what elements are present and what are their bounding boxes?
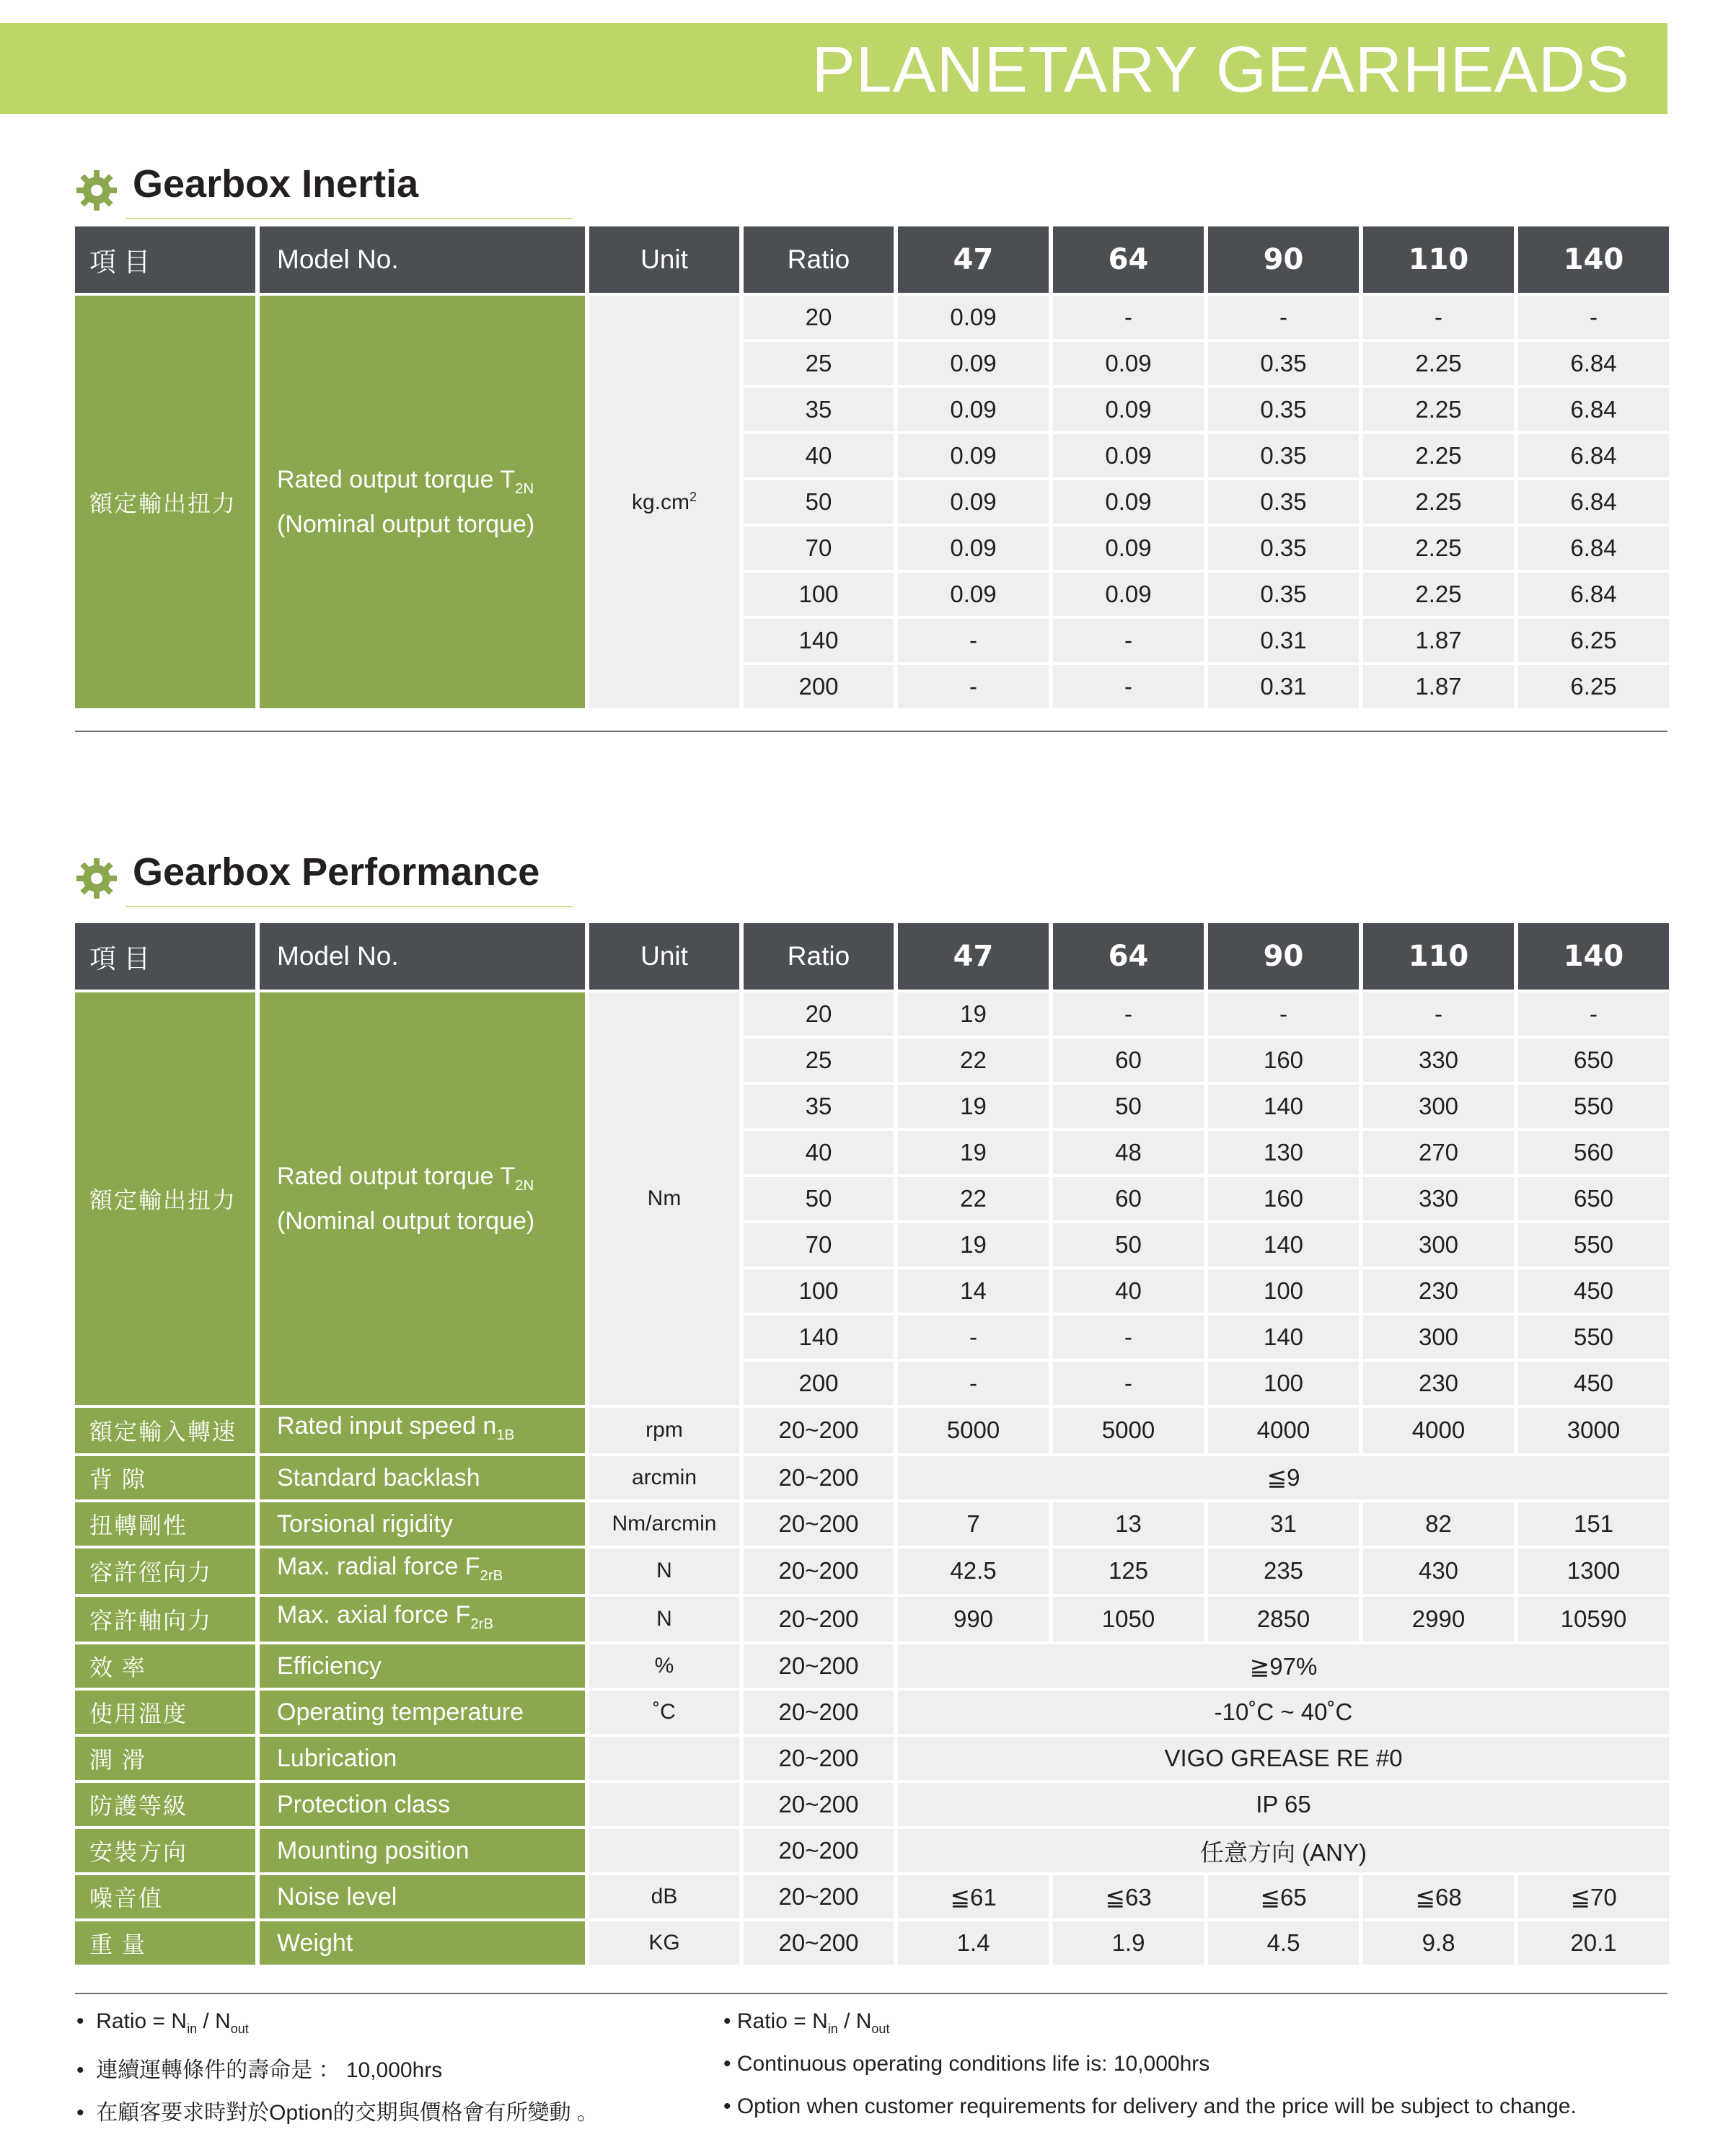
value-cell: - xyxy=(1518,992,1669,1036)
row-label-en-text: Rated input speed n xyxy=(277,1412,497,1440)
value-cell: 560 xyxy=(1518,1131,1669,1174)
table-row xyxy=(75,1408,1669,1453)
section-title: Gearbox Performance xyxy=(133,850,540,894)
value-cell-merged: ≧97% xyxy=(898,1644,1669,1688)
value-cell: 1050 xyxy=(1053,1597,1204,1642)
value-cell: 0.35 xyxy=(1208,480,1359,524)
note-text: / N xyxy=(837,2009,872,2033)
value-cell: 0.09 xyxy=(898,573,1049,616)
value-cell: 19 xyxy=(898,1131,1049,1174)
value-cell: 2.25 xyxy=(1363,526,1514,570)
value-cell: - xyxy=(898,1316,1049,1359)
value-cell: 0.09 xyxy=(898,526,1049,570)
value-cell: 140 xyxy=(1208,1316,1359,1359)
value-cell: 7 xyxy=(898,1502,1049,1546)
value-cell: 82 xyxy=(1363,1502,1514,1546)
value-cell: 5000 xyxy=(898,1408,1049,1453)
unit-cell xyxy=(589,1829,739,1872)
value-cell-merged: -10˚C ~ 40˚C xyxy=(898,1691,1669,1734)
header-unit: Unit xyxy=(589,923,739,990)
value-cell: - xyxy=(898,619,1049,662)
table-row xyxy=(75,1644,1669,1688)
value-cell: 650 xyxy=(1518,1039,1669,1082)
value-cell: ≦65 xyxy=(1208,1875,1359,1918)
ratio-cell: 100 xyxy=(744,1269,894,1313)
row-label-en xyxy=(260,1691,585,1734)
value-cell: - xyxy=(1053,992,1204,1036)
value-cell: - xyxy=(1208,296,1359,339)
row-label-subscript: 2rB xyxy=(470,1616,494,1632)
row-label-en xyxy=(260,1875,585,1918)
row-label-en xyxy=(260,1829,585,1872)
inertia-section-heading xyxy=(75,157,573,215)
value-cell: 0.35 xyxy=(1208,388,1359,431)
unit-cell: N xyxy=(589,1597,739,1642)
value-cell: 0.35 xyxy=(1208,526,1359,570)
note-item: • Continuous operating conditions life is: 10,000hrs xyxy=(723,2052,1210,2076)
ratio-cell: 35 xyxy=(744,388,894,431)
row-label-en xyxy=(260,296,585,708)
value-cell: - xyxy=(898,1362,1049,1405)
value-cell: 6.84 xyxy=(1518,573,1669,616)
value-cell: 19 xyxy=(898,1223,1049,1266)
row-label-cn: 容許軸向力 xyxy=(75,1597,255,1642)
note-text: 連續運轉條件的壽命是 ： 10,000hrs xyxy=(96,2058,443,2082)
ratio-cell: 20~200 xyxy=(744,1644,894,1688)
performance-bottom-rule xyxy=(75,1993,1667,1994)
inertia-table xyxy=(71,224,1673,711)
note-item: • 連續運轉條件的壽命是 ： 10,000hrs xyxy=(76,2058,443,2082)
value-cell: 160 xyxy=(1208,1039,1359,1082)
value-cell: 2850 xyxy=(1208,1597,1359,1642)
value-cell: ≦68 xyxy=(1363,1875,1514,1918)
notes-chinese xyxy=(76,2009,599,2137)
value-cell: - xyxy=(1208,992,1359,1036)
header-model-no: Model No. xyxy=(260,923,585,990)
value-cell: 48 xyxy=(1053,1131,1204,1174)
note-item: • Option when customer requirements for delivery and the price will be subject to change. xyxy=(723,2094,1577,2118)
ratio-cell: 25 xyxy=(744,342,894,385)
value-cell: - xyxy=(1518,296,1669,339)
value-cell: 1.87 xyxy=(1363,619,1514,662)
value-cell: 0.31 xyxy=(1208,619,1359,662)
header-model-64: 64 xyxy=(1053,923,1204,990)
value-cell: 550 xyxy=(1518,1223,1669,1266)
value-cell-merged: ≦9 xyxy=(898,1456,1669,1499)
row-label-en-text: Torsional rigidity xyxy=(277,1510,453,1538)
performance-section-heading xyxy=(75,845,573,903)
value-cell: 19 xyxy=(898,1085,1049,1128)
row-label-en-text: Operating temperature xyxy=(277,1698,524,1727)
value-cell: 22 xyxy=(898,1177,1049,1220)
value-cell: 6.84 xyxy=(1518,434,1669,477)
row-label-cn: 扭轉剛性 xyxy=(75,1502,255,1546)
ratio-cell: 20~200 xyxy=(744,1921,894,1965)
inertia-bottom-rule xyxy=(75,731,1667,732)
unit-cell: Nm/arcmin xyxy=(589,1502,739,1546)
ratio-cell: 200 xyxy=(744,1362,894,1405)
value-cell: 0.09 xyxy=(1053,480,1204,524)
row-label-en xyxy=(260,1783,585,1826)
row-label-cn: 容許徑向力 xyxy=(75,1548,255,1594)
table-row xyxy=(75,1829,1669,1872)
note-item: • Ratio = $N_{in} / N_{out}$ xyxy=(723,2009,890,2036)
value-cell: 2990 xyxy=(1363,1597,1514,1642)
value-cell: 22 xyxy=(898,1039,1049,1082)
value-cell: 1.87 xyxy=(1363,665,1514,708)
row-label-subscript: 2N xyxy=(515,1177,534,1194)
value-cell: 330 xyxy=(1363,1039,1514,1082)
note-item: • Ratio = $N_{in} / N_{out}$ xyxy=(76,2009,249,2036)
row-label-subscript: 2N xyxy=(515,480,534,497)
header-bar xyxy=(0,23,1667,114)
row-label-en-text: Lubrication xyxy=(277,1745,397,1773)
value-cell: 1.4 xyxy=(898,1921,1049,1965)
value-cell: 6.84 xyxy=(1518,342,1669,385)
value-cell: 140 xyxy=(1208,1223,1359,1266)
value-cell: 42.5 xyxy=(898,1548,1049,1594)
value-cell: 60 xyxy=(1053,1039,1204,1082)
value-cell: ≦63 xyxy=(1053,1875,1204,1918)
row-label-cn: 額定輸出扭力 xyxy=(75,296,255,708)
note-text: Ratio = N xyxy=(96,2009,188,2033)
row-label-en-text: Standard backlash xyxy=(277,1463,480,1492)
note-subscript: in xyxy=(827,2022,838,2036)
value-cell: 230 xyxy=(1363,1269,1514,1313)
row-label-en-text: Efficiency xyxy=(277,1652,382,1680)
value-cell: 1300 xyxy=(1518,1548,1669,1594)
value-cell: 10590 xyxy=(1518,1597,1669,1642)
row-label-cn: 額定輸出扭力 xyxy=(75,992,255,1405)
ratio-cell: 100 xyxy=(744,573,894,616)
ratio-cell: 20~200 xyxy=(744,1548,894,1594)
row-label-cn: 背 隙 xyxy=(75,1456,255,1499)
value-cell: 6.84 xyxy=(1518,480,1669,524)
unit-text: kg.cm xyxy=(631,490,689,514)
unit-cell: dB xyxy=(589,1875,739,1918)
value-cell: 4000 xyxy=(1208,1408,1359,1453)
performance-table xyxy=(71,920,1673,1968)
value-cell: 450 xyxy=(1518,1269,1669,1313)
header-model-64: 64 xyxy=(1053,226,1204,293)
value-cell: 0.09 xyxy=(898,342,1049,385)
header-item: 項 目 xyxy=(75,923,255,990)
value-cell: 0.09 xyxy=(898,388,1049,431)
row-label-en xyxy=(260,1644,585,1688)
value-cell: 160 xyxy=(1208,1177,1359,1220)
value-cell-merged: 任意方向 (ANY) xyxy=(898,1829,1669,1872)
header-model-47: 47 xyxy=(898,226,1049,293)
ratio-cell: 140 xyxy=(744,619,894,662)
note-subscript: in xyxy=(187,2022,198,2036)
header-model-90: 90 xyxy=(1208,923,1359,990)
value-cell: 230 xyxy=(1363,1362,1514,1405)
table-row xyxy=(75,1597,1669,1642)
value-cell: - xyxy=(898,665,1049,708)
value-cell: 235 xyxy=(1208,1548,1359,1594)
row-label-en-text: Max. axial force F xyxy=(277,1600,471,1629)
row-label-cn: 潤 滑 xyxy=(75,1737,255,1780)
row-label-en xyxy=(260,1737,585,1780)
ratio-cell: 20~200 xyxy=(744,1408,894,1453)
value-cell: 4.5 xyxy=(1208,1921,1359,1965)
table-row xyxy=(75,1502,1669,1546)
unit-cell: KG xyxy=(589,1921,739,1965)
table-row xyxy=(75,1875,1669,1918)
row-label-en-text: Weight xyxy=(277,1929,353,1957)
unit-cell xyxy=(589,1783,739,1826)
ratio-cell: 70 xyxy=(744,1223,894,1266)
table-row xyxy=(75,1737,1669,1780)
ratio-cell: 50 xyxy=(744,1177,894,1220)
note-text: Ratio = N xyxy=(736,2009,828,2033)
row-label-en xyxy=(260,1456,585,1499)
table-row xyxy=(75,1456,1669,1499)
table-row xyxy=(75,1548,1669,1594)
ratio-cell: 35 xyxy=(744,1085,894,1128)
note-text: Continuous operating conditions life is: 10,000hrs xyxy=(736,2052,1210,2076)
header-item: 項 目 xyxy=(75,226,255,293)
row-label-en xyxy=(260,1921,585,1965)
value-cell: 151 xyxy=(1518,1502,1669,1546)
value-cell: 0.35 xyxy=(1208,342,1359,385)
value-cell: 990 xyxy=(898,1597,1049,1642)
value-cell: 0.09 xyxy=(898,296,1049,339)
ratio-cell: 20~200 xyxy=(744,1875,894,1918)
value-cell: ≦61 xyxy=(898,1875,1049,1918)
value-cell: 0.09 xyxy=(1053,526,1204,570)
value-cell: 550 xyxy=(1518,1316,1669,1359)
value-cell-merged: IP 65 xyxy=(898,1783,1669,1826)
value-cell: 2.25 xyxy=(1363,573,1514,616)
header-model-110: 110 xyxy=(1363,226,1514,293)
row-label-en xyxy=(260,1502,585,1546)
table-header-row xyxy=(75,923,1669,990)
row-label-cn: 額定輸入轉速 xyxy=(75,1408,255,1453)
gear-icon xyxy=(75,169,118,212)
header-model-110: 110 xyxy=(1363,923,1514,990)
value-cell: 5000 xyxy=(1053,1408,1204,1453)
row-label-en xyxy=(260,1597,585,1642)
unit-cell xyxy=(589,296,739,708)
section-underline xyxy=(125,218,573,219)
value-cell: 50 xyxy=(1053,1223,1204,1266)
value-cell: 60 xyxy=(1053,1177,1204,1220)
value-cell: 6.25 xyxy=(1518,665,1669,708)
value-cell: 0.09 xyxy=(898,480,1049,524)
value-cell: 0.09 xyxy=(1053,434,1204,477)
ratio-cell: 20 xyxy=(744,296,894,339)
note-subscript: out xyxy=(230,2022,249,2036)
value-cell: - xyxy=(1363,992,1514,1036)
value-cell: 3000 xyxy=(1518,1408,1669,1453)
note-item: • 在顧客要求時對於Option的交期與價格會有所變動 。 xyxy=(76,2101,599,2125)
ratio-cell: 20~200 xyxy=(744,1456,894,1499)
value-cell: - xyxy=(1363,296,1514,339)
row-label-en-line: Rated output torque T xyxy=(277,465,516,493)
ratio-cell: 20 xyxy=(744,992,894,1036)
table-row xyxy=(75,296,1669,339)
header-model-140: 140 xyxy=(1518,226,1669,293)
note-text: / N xyxy=(197,2009,231,2033)
value-cell: 0.09 xyxy=(1053,573,1204,616)
row-label-cn: 噪音值 xyxy=(75,1875,255,1918)
row-label-en-line: (Nominal output torque) xyxy=(277,1207,535,1235)
value-cell: 0.35 xyxy=(1208,434,1359,477)
table-header-row xyxy=(75,226,1669,293)
value-cell: 1.9 xyxy=(1053,1921,1204,1965)
unit-cell: rpm xyxy=(589,1408,739,1453)
notes-english xyxy=(723,2009,1577,2137)
header-model-no: Model No. xyxy=(260,226,585,293)
ratio-cell: 40 xyxy=(744,434,894,477)
ratio-cell: 70 xyxy=(744,526,894,570)
value-cell: 2.25 xyxy=(1363,480,1514,524)
value-cell: - xyxy=(1053,619,1204,662)
value-cell: 13 xyxy=(1053,1502,1204,1546)
value-cell: 2.25 xyxy=(1363,434,1514,477)
header-ratio: Ratio xyxy=(744,923,894,990)
value-cell: 650 xyxy=(1518,1177,1669,1220)
header-model-47: 47 xyxy=(898,923,1049,990)
value-cell: 550 xyxy=(1518,1085,1669,1128)
header-model-90: 90 xyxy=(1208,226,1359,293)
header-ratio: Ratio xyxy=(744,226,894,293)
header-model-140: 140 xyxy=(1518,923,1669,990)
ratio-cell: 25 xyxy=(744,1039,894,1082)
row-label-en-line: (Nominal output torque) xyxy=(277,511,535,539)
table-row xyxy=(75,1921,1669,1965)
gear-icon xyxy=(75,857,118,900)
value-cell: 130 xyxy=(1208,1131,1359,1174)
value-cell: 31 xyxy=(1208,1502,1359,1546)
value-cell: 0.09 xyxy=(1053,388,1204,431)
page-title: PLANETARY GEARHEADS xyxy=(811,34,1630,106)
row-label-cn: 重 量 xyxy=(75,1921,255,1965)
section-underline xyxy=(125,906,573,907)
row-label-en xyxy=(260,1408,585,1453)
value-cell-merged: VIGO GREASE RE #0 xyxy=(898,1737,1669,1780)
value-cell: - xyxy=(1053,1362,1204,1405)
unit-cell: % xyxy=(589,1644,739,1688)
value-cell: 125 xyxy=(1053,1548,1204,1594)
row-label-en-text: Mounting position xyxy=(277,1837,470,1865)
ratio-cell: 20~200 xyxy=(744,1502,894,1546)
row-label-en-text: Protection class xyxy=(277,1791,450,1819)
unit-cell: Nm xyxy=(589,992,739,1405)
unit-cell xyxy=(589,1737,739,1780)
ratio-cell: 50 xyxy=(744,480,894,524)
note-text: Option when customer requirements for delivery and the price will be subject to change. xyxy=(736,2094,1577,2118)
value-cell: 6.84 xyxy=(1518,526,1669,570)
value-cell: 330 xyxy=(1363,1177,1514,1220)
table-row xyxy=(75,992,1669,1036)
unit-cell: arcmin xyxy=(589,1456,739,1499)
ratio-cell: 40 xyxy=(744,1131,894,1174)
value-cell: 100 xyxy=(1208,1362,1359,1405)
value-cell: 6.84 xyxy=(1518,388,1669,431)
value-cell: 9.8 xyxy=(1363,1921,1514,1965)
value-cell: 0.35 xyxy=(1208,573,1359,616)
row-label-cn: 安裝方向 xyxy=(75,1829,255,1872)
unit-cell: ˚C xyxy=(589,1691,739,1734)
value-cell: 270 xyxy=(1363,1131,1514,1174)
value-cell: ≦70 xyxy=(1518,1875,1669,1918)
row-label-cn: 使用溫度 xyxy=(75,1691,255,1734)
unit-superscript: 2 xyxy=(689,489,697,504)
value-cell: 430 xyxy=(1363,1548,1514,1594)
value-cell: 300 xyxy=(1363,1085,1514,1128)
value-cell: 40 xyxy=(1053,1269,1204,1313)
table-row xyxy=(75,1783,1669,1826)
value-cell: 100 xyxy=(1208,1269,1359,1313)
value-cell: 450 xyxy=(1518,1362,1669,1405)
note-subscript: out xyxy=(871,2022,890,2036)
value-cell: 0.09 xyxy=(898,434,1049,477)
value-cell: 300 xyxy=(1363,1316,1514,1359)
row-label-subscript: 1B xyxy=(496,1427,515,1443)
row-label-en-text: Noise level xyxy=(277,1883,397,1911)
ratio-cell: 140 xyxy=(744,1316,894,1359)
note-text: 在顧客要求時對於Option的交期與價格會有所變動 。 xyxy=(96,2101,599,2125)
ratio-cell: 20~200 xyxy=(744,1597,894,1642)
ratio-cell: 20~200 xyxy=(744,1691,894,1734)
value-cell: 2.25 xyxy=(1363,388,1514,431)
value-cell: 20.1 xyxy=(1518,1921,1669,1965)
ratio-cell: 20~200 xyxy=(744,1783,894,1826)
value-cell: - xyxy=(1053,1316,1204,1359)
ratio-cell: 200 xyxy=(744,665,894,708)
value-cell: 19 xyxy=(898,992,1049,1036)
header-unit: Unit xyxy=(589,226,739,293)
value-cell: 2.25 xyxy=(1363,342,1514,385)
row-label-en xyxy=(260,1548,585,1594)
row-label-cn: 效 率 xyxy=(75,1644,255,1688)
value-cell: 4000 xyxy=(1363,1408,1514,1453)
value-cell: 14 xyxy=(898,1269,1049,1313)
ratio-cell: 20~200 xyxy=(744,1829,894,1872)
ratio-cell: 20~200 xyxy=(744,1737,894,1780)
row-label-en-text: Max. radial force F xyxy=(277,1552,480,1580)
value-cell: 6.25 xyxy=(1518,619,1669,662)
value-cell: 300 xyxy=(1363,1223,1514,1266)
table-row xyxy=(75,1691,1669,1734)
value-cell: - xyxy=(1053,296,1204,339)
section-title: Gearbox Inertia xyxy=(133,162,419,206)
row-label-en-line: Rated output torque T xyxy=(277,1162,516,1190)
value-cell: 140 xyxy=(1208,1085,1359,1128)
value-cell: 50 xyxy=(1053,1085,1204,1128)
value-cell: 0.31 xyxy=(1208,665,1359,708)
value-cell: - xyxy=(1053,665,1204,708)
value-cell: 0.09 xyxy=(1053,342,1204,385)
row-label-subscript: 2rB xyxy=(480,1567,503,1584)
unit-cell: N xyxy=(589,1548,739,1594)
row-label-en xyxy=(260,992,585,1405)
row-label-cn: 防護等級 xyxy=(75,1783,255,1826)
